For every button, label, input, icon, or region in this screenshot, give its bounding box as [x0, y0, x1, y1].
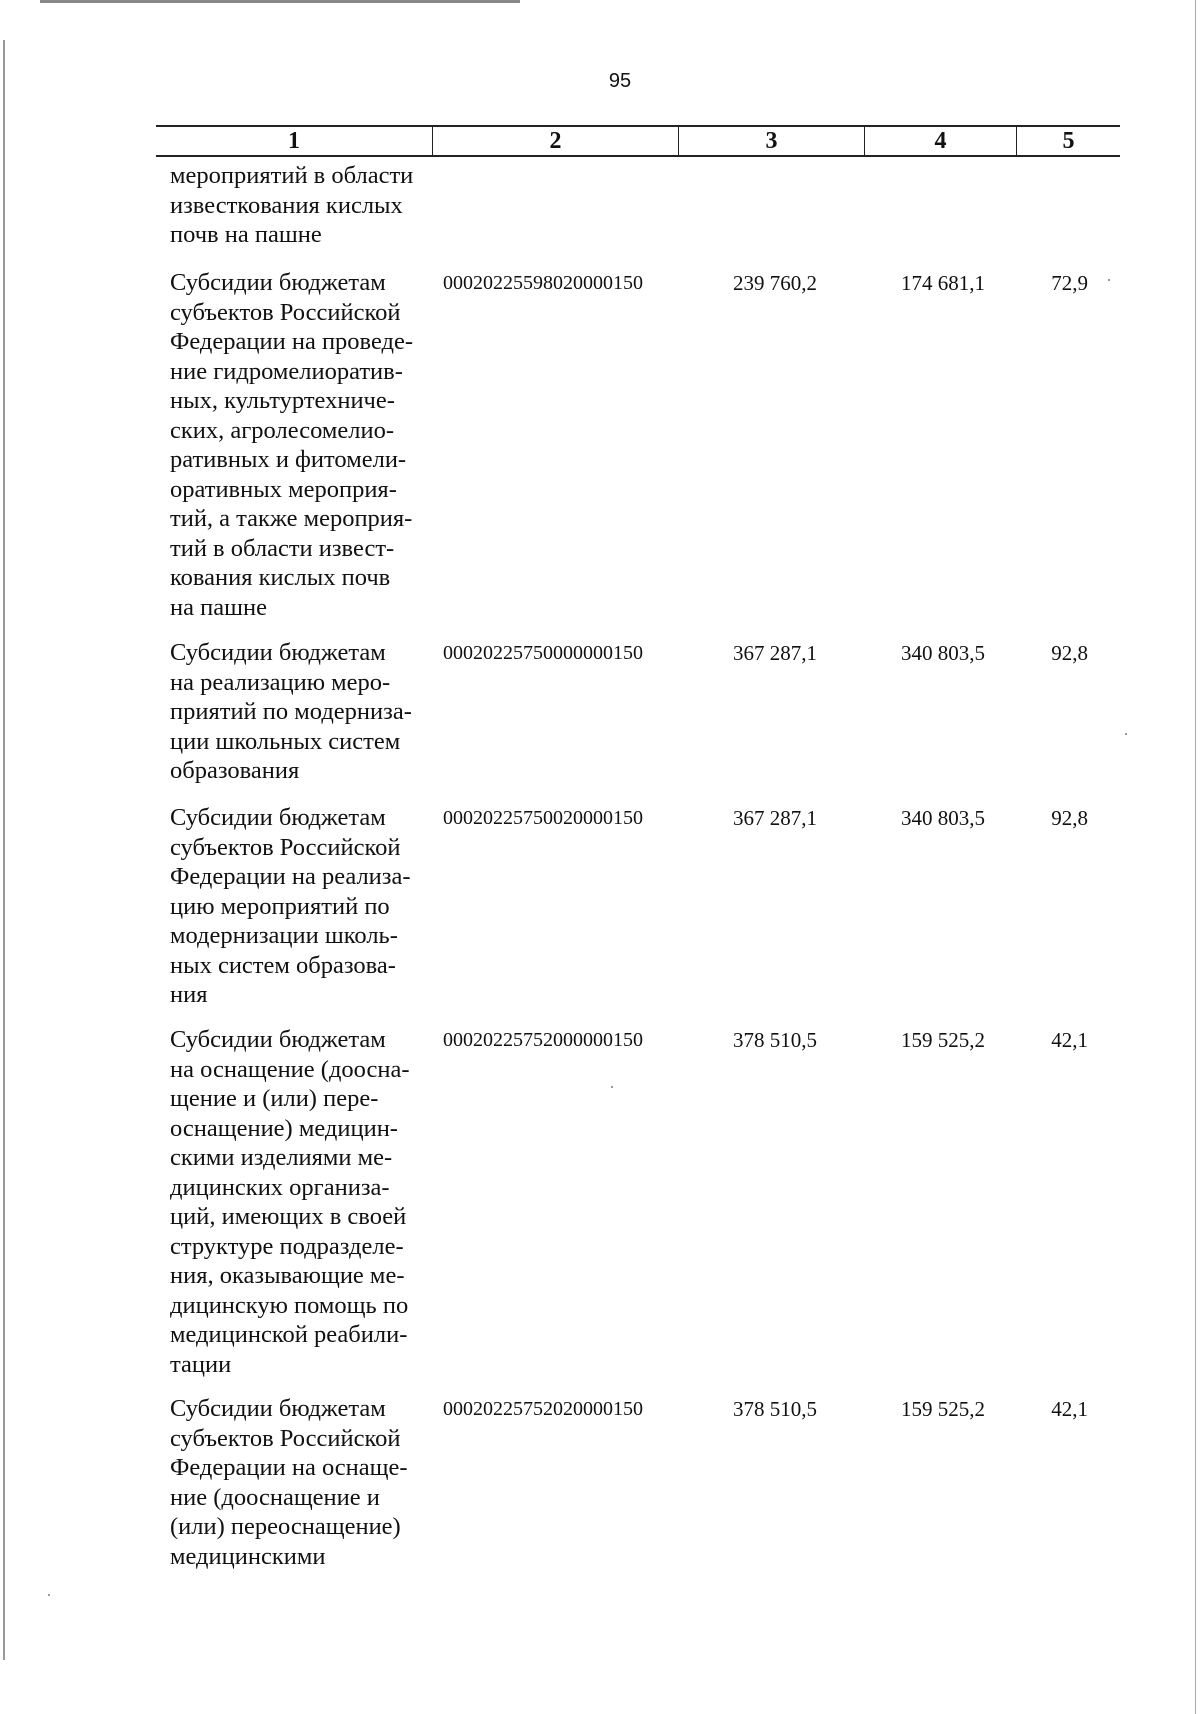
header-col-5: 5: [1016, 127, 1120, 155]
row-value-col5: 42,1: [1051, 1028, 1088, 1052]
row-value-col3: 378 510,5: [733, 1397, 817, 1421]
row-code: 00020225750000000150: [443, 642, 643, 664]
row-value-col3: 367 287,1: [733, 641, 817, 665]
row-value-col4: 159 525,2: [901, 1028, 985, 1052]
table-header: [156, 125, 1120, 157]
row-description: Субсидии бюджетам на реализацию меро- приятий по модерниза- ции школьных систем образования: [170, 639, 412, 784]
scan-speck: [1125, 733, 1127, 735]
scan-edge-left: [3, 40, 5, 1660]
header-col-2: 2: [432, 127, 678, 155]
row-description: Субсидии бюджетам субъектов Российской Федерации на реализа- цию мероприятий по модернизации школь- ных систем образова- ния: [170, 804, 411, 1008]
scan-speck: [611, 1086, 613, 1088]
header-col-4: 4: [864, 127, 1016, 155]
row-value-col4: 340 803,5: [901, 641, 985, 665]
row-value-col3: 239 760,2: [733, 271, 817, 295]
row-value-col5: 72,9: [1051, 271, 1088, 295]
row-description: Субсидии бюджетам на оснащение (доосна- щение и (или) пере- оснащение) медицин- скими изделиями ме- дицинских организа- ций, имеющих в своей структуре подразделе- ния, оказывающие ме- дицинскую помощь по медицинской реабили- тации: [170, 1026, 410, 1378]
scan-edge-right: [1195, 0, 1197, 1714]
row-value-col5: 42,1: [1051, 1397, 1088, 1421]
row-code: 00020225750020000150: [443, 807, 643, 829]
scan-speck: [1108, 279, 1110, 281]
row-description: Субсидии бюджетам субъектов Российской Федерации на проведе- ние гидромелиоратив- ных, культуртехниче- ских, агролесомелио- ративных и фитомели- оративных мероприя- тий, а также мероприя- тий в области извест- кования кислых почв на пашне: [170, 269, 414, 621]
row-value-col4: 174 681,1: [901, 271, 985, 295]
row-value-col3: 378 510,5: [733, 1028, 817, 1052]
row-code: 00020225752020000150: [443, 1398, 643, 1420]
row-value-col4: 340 803,5: [901, 806, 985, 830]
header-col-3: 3: [678, 127, 864, 155]
header-col-1: 1: [288, 128, 300, 154]
scan-edge-top: [40, 0, 520, 3]
row-value-col5: 92,8: [1051, 641, 1088, 665]
row-value-col4: 159 525,2: [901, 1397, 985, 1421]
scan-speck: [48, 1594, 50, 1596]
row-code: 00020225598020000150: [443, 272, 643, 294]
row-value-col3: 367 287,1: [733, 806, 817, 830]
row-description: Субсидии бюджетам субъектов Российской Федерации на оснаще- ние (дооснащение и (или) переоснащение) медицинскими: [170, 1395, 408, 1570]
row-code: 00020225752000000150: [443, 1029, 643, 1051]
page-number: 95: [608, 70, 632, 92]
row-description: мероприятий в области известкования кислых почв на пашне: [170, 162, 414, 248]
row-value-col5: 92,8: [1051, 806, 1088, 830]
